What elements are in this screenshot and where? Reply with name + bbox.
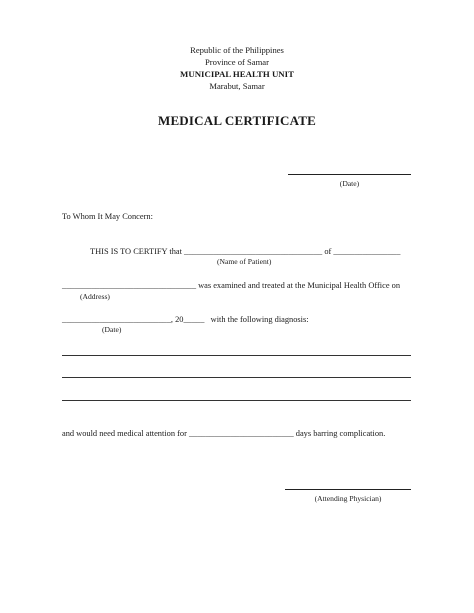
year-prefix: , 20	[170, 315, 184, 324]
header-town: Marabut, Samar	[209, 81, 265, 91]
patient-of-blank[interactable]: ________________	[333, 247, 401, 256]
exam-date-label: (Date)	[102, 325, 122, 334]
diagnosis-line-3[interactable]	[62, 400, 411, 401]
address-blank[interactable]: ________________________________	[62, 281, 196, 290]
certify-intro: THIS IS TO CERTIFY that	[90, 247, 182, 256]
attention-text-after: days barring complication.	[295, 429, 386, 438]
salutation: To Whom It May Concern:	[62, 212, 153, 221]
certify-row	[90, 246, 400, 257]
patient-name-label: (Name of Patient)	[217, 257, 272, 266]
address-label: (Address)	[80, 292, 110, 301]
header-province: Province of Samar	[205, 57, 269, 67]
diagnosis-text: with the following diagnosis:	[210, 315, 309, 324]
page-title: MEDICAL CERTIFICATE	[157, 113, 317, 128]
date-line[interactable]	[288, 174, 411, 175]
diagnosis-line-2[interactable]	[62, 377, 411, 378]
header-republic: Republic of the Philippines	[190, 45, 284, 55]
address-row	[62, 280, 400, 291]
certify-of: of	[324, 247, 332, 256]
physician-label: (Attending Physician)	[314, 494, 382, 503]
year-blank[interactable]: _____	[183, 315, 205, 324]
diagnosis-line-1[interactable]	[62, 355, 411, 356]
attention-row	[62, 428, 385, 439]
exam-date-blank[interactable]: __________________________	[62, 315, 171, 324]
attention-text-before: and would need medical attention for	[62, 429, 187, 438]
examined-text: was examined and treated at the Municipal Health Office on	[198, 281, 401, 290]
header-unit: MUNICIPAL HEALTH UNIT	[180, 69, 294, 79]
date-label: (Date)	[339, 179, 360, 188]
date-row	[62, 314, 309, 325]
signature-line[interactable]	[285, 489, 411, 490]
days-blank[interactable]: _________________________	[188, 429, 294, 438]
patient-name-blank[interactable]: _________________________________	[184, 247, 323, 256]
